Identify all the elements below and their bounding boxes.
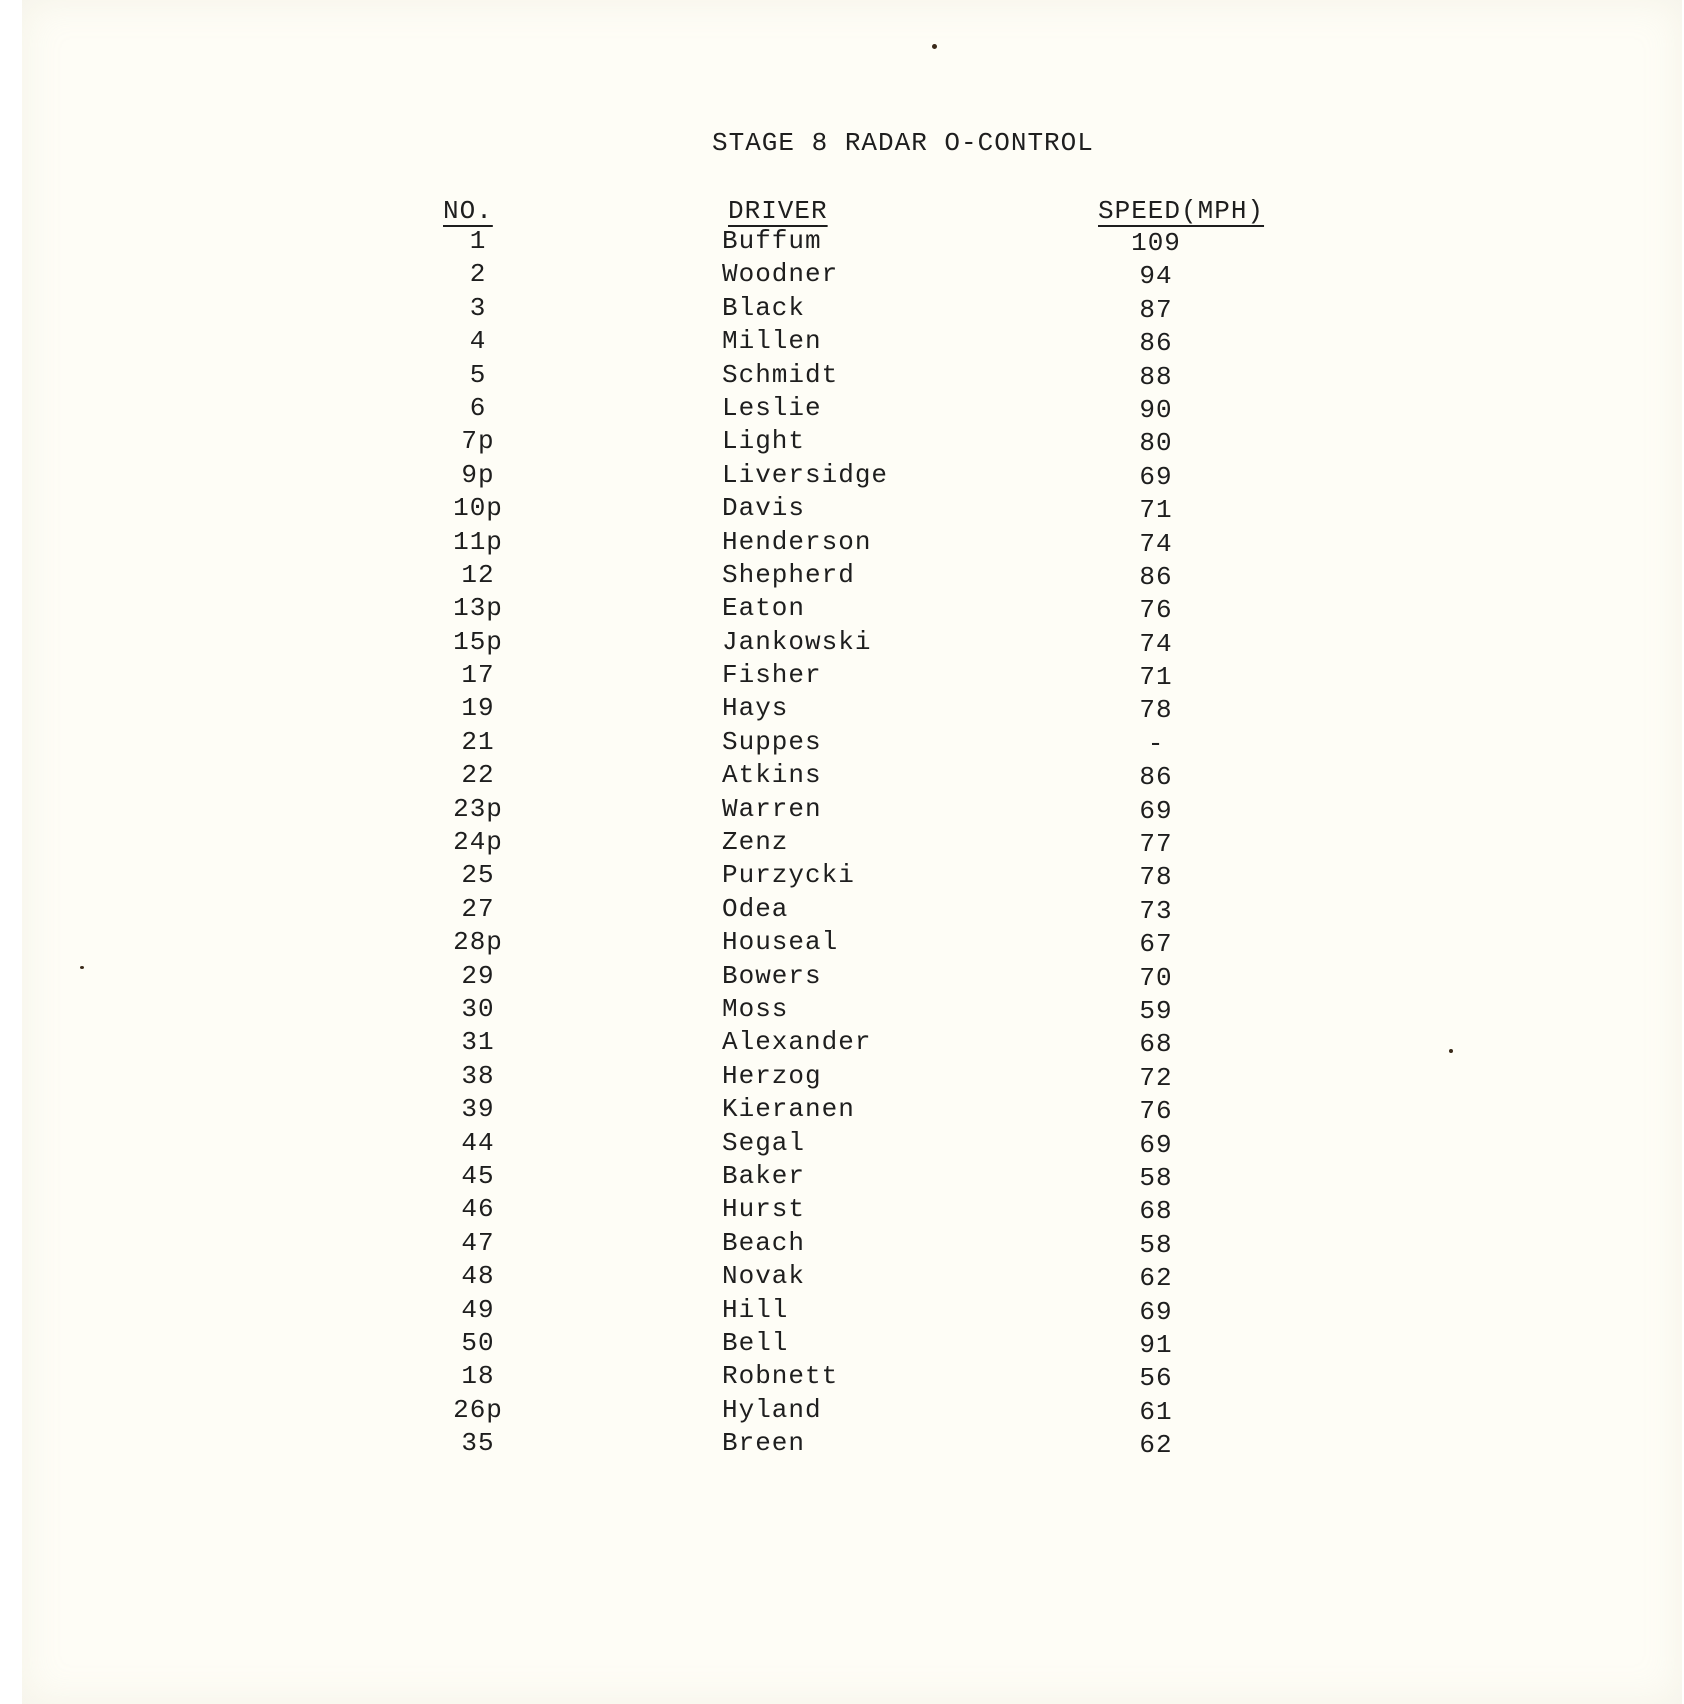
- table-row: [0, 259, 1684, 292]
- driver-number: 3: [469, 292, 487, 323]
- driver-number: 1: [469, 226, 487, 256]
- table-row: [0, 794, 1684, 827]
- driver-number: 18: [461, 1361, 495, 1392]
- driver-name: Davis: [722, 493, 806, 524]
- column-header-driver: DRIVER: [728, 196, 828, 226]
- driver-speed: 72: [1139, 1062, 1173, 1093]
- table-row: [0, 393, 1684, 426]
- driver-number: 15p: [453, 626, 503, 657]
- table-row: [0, 1328, 1684, 1361]
- driver-name: Robnett: [722, 1361, 839, 1392]
- table-row: [0, 326, 1684, 359]
- table-row: [0, 493, 1684, 526]
- driver-number: 19: [461, 693, 495, 724]
- driver-speed: 86: [1139, 328, 1173, 359]
- driver-speed: 61: [1139, 1396, 1173, 1427]
- driver-name: Hays: [722, 693, 789, 724]
- driver-number: 24p: [453, 827, 503, 858]
- driver-number: 47: [461, 1227, 495, 1258]
- table-row: [0, 360, 1684, 393]
- document-title: STAGE 8 RADAR O-CONTROL: [712, 128, 1094, 158]
- driver-name: Zenz: [722, 827, 789, 858]
- driver-speed: 62: [1139, 1263, 1173, 1294]
- table-row: [0, 226, 1684, 259]
- column-header-no: NO.: [443, 196, 493, 226]
- driver-name: Fisher: [722, 660, 822, 691]
- driver-number: 31: [461, 1027, 495, 1058]
- table-row: [0, 660, 1684, 693]
- driver-name: Suppes: [722, 726, 822, 757]
- results-list: [0, 226, 1684, 1461]
- table-row: [0, 460, 1684, 493]
- driver-number: 13p: [453, 593, 503, 624]
- driver-number: 39: [461, 1094, 495, 1125]
- driver-speed: 70: [1139, 962, 1173, 993]
- table-row: [0, 961, 1684, 994]
- table-row: [0, 527, 1684, 560]
- driver-number: 11p: [453, 526, 503, 557]
- table-row: [0, 1194, 1684, 1227]
- driver-speed: 59: [1139, 995, 1173, 1026]
- table-row: [0, 1428, 1684, 1461]
- driver-name: Beach: [722, 1227, 806, 1258]
- driver-name: Schmidt: [722, 359, 839, 390]
- driver-number: 2: [469, 259, 487, 290]
- driver-number: 22: [461, 760, 495, 791]
- driver-number: 6: [469, 392, 487, 423]
- driver-speed: 62: [1139, 1430, 1173, 1461]
- driver-name: Novak: [722, 1261, 806, 1292]
- driver-speed: 77: [1139, 829, 1173, 860]
- driver-name: Baker: [722, 1160, 806, 1191]
- driver-speed: 58: [1139, 1229, 1173, 1260]
- driver-speed: 71: [1139, 495, 1173, 526]
- driver-name: Moss: [722, 993, 789, 1024]
- driver-name: Millen: [722, 326, 822, 357]
- driver-number: 30: [461, 993, 495, 1024]
- driver-name: Light: [722, 426, 806, 457]
- driver-name: Bowers: [722, 960, 822, 991]
- driver-name: Houseal: [722, 927, 839, 958]
- table-row: [0, 1361, 1684, 1394]
- driver-name: Segal: [722, 1127, 806, 1158]
- table-row: [0, 1228, 1684, 1261]
- table-row: [0, 860, 1684, 893]
- driver-name: Odea: [722, 893, 789, 924]
- driver-number: 44: [461, 1127, 495, 1158]
- driver-number: 26p: [453, 1394, 503, 1425]
- table-row: [0, 693, 1684, 726]
- table-row: [0, 627, 1684, 660]
- driver-speed: 71: [1139, 662, 1173, 693]
- driver-number: 27: [461, 893, 495, 924]
- driver-speed: 74: [1139, 528, 1173, 559]
- table-row: [0, 1261, 1684, 1294]
- driver-name: Liversidge: [722, 459, 889, 490]
- driver-speed: 56: [1139, 1363, 1173, 1394]
- driver-name: Alexander: [722, 1027, 872, 1058]
- driver-name: Shepherd: [722, 559, 855, 590]
- driver-name: Black: [722, 292, 806, 323]
- table-row: [0, 1161, 1684, 1194]
- driver-name: Eaton: [722, 593, 806, 624]
- table-row: [0, 426, 1684, 459]
- driver-speed: 90: [1139, 394, 1173, 425]
- driver-name: Warren: [722, 793, 822, 824]
- driver-name: Henderson: [722, 526, 872, 557]
- driver-name: Herzog: [722, 1060, 822, 1091]
- driver-speed: 86: [1139, 561, 1173, 592]
- driver-number: 49: [461, 1294, 495, 1325]
- driver-speed: 91: [1139, 1329, 1173, 1360]
- driver-name: Bell: [722, 1327, 789, 1358]
- driver-name: Leslie: [722, 392, 822, 423]
- driver-speed: 76: [1139, 595, 1173, 626]
- driver-name: Atkins: [722, 760, 822, 791]
- driver-speed: 68: [1139, 1196, 1173, 1227]
- table-row: [0, 894, 1684, 927]
- driver-number: 10p: [453, 493, 503, 524]
- table-row: [0, 760, 1684, 793]
- table-row: [0, 927, 1684, 960]
- driver-number: 5: [469, 359, 487, 390]
- driver-name: Buffum: [722, 226, 822, 256]
- driver-speed: 87: [1139, 294, 1173, 325]
- driver-number: 35: [461, 1428, 495, 1459]
- driver-speed: -: [1147, 728, 1165, 759]
- driver-name: Hyland: [722, 1394, 822, 1425]
- driver-speed: 94: [1139, 261, 1173, 292]
- driver-speed: 78: [1139, 862, 1173, 893]
- driver-speed: 80: [1139, 428, 1173, 459]
- driver-speed: 69: [1139, 461, 1173, 492]
- driver-speed: 58: [1139, 1162, 1173, 1193]
- driver-name: Kieranen: [722, 1094, 855, 1125]
- driver-number: 7p: [461, 426, 495, 457]
- driver-name: Woodner: [722, 259, 839, 290]
- driver-name: Breen: [722, 1428, 806, 1459]
- driver-speed: 109: [1131, 228, 1181, 258]
- driver-speed: 69: [1139, 795, 1173, 826]
- table-row: [0, 1094, 1684, 1127]
- driver-speed: 76: [1139, 1096, 1173, 1127]
- driver-number: 21: [461, 726, 495, 757]
- driver-name: Jankowski: [722, 626, 872, 657]
- driver-number: 38: [461, 1060, 495, 1091]
- table-row: [0, 560, 1684, 593]
- table-row: [0, 994, 1684, 1027]
- driver-number: 50: [461, 1327, 495, 1358]
- driver-speed: 67: [1139, 929, 1173, 960]
- column-header-speed: SPEED(MPH): [1098, 196, 1265, 226]
- driver-speed: 86: [1139, 762, 1173, 793]
- driver-number: 12: [461, 559, 495, 590]
- driver-speed: 74: [1139, 628, 1173, 659]
- driver-number: 28p: [453, 927, 503, 958]
- driver-number: 9p: [461, 459, 495, 490]
- table-row: [0, 1395, 1684, 1428]
- table-row: [0, 293, 1684, 326]
- table-row: [0, 1128, 1684, 1161]
- driver-number: 17: [461, 660, 495, 691]
- driver-name: Hurst: [722, 1194, 806, 1225]
- driver-number: 25: [461, 860, 495, 891]
- driver-number: 46: [461, 1194, 495, 1225]
- driver-number: 29: [461, 960, 495, 991]
- driver-speed: 69: [1139, 1129, 1173, 1160]
- table-row: [0, 593, 1684, 626]
- driver-speed: 69: [1139, 1296, 1173, 1327]
- driver-number: 4: [469, 326, 487, 357]
- driver-speed: 88: [1139, 361, 1173, 392]
- driver-name: Purzycki: [722, 860, 855, 891]
- driver-number: 48: [461, 1261, 495, 1292]
- table-row: [0, 827, 1684, 860]
- table-row: [0, 727, 1684, 760]
- driver-speed: 73: [1139, 895, 1173, 926]
- driver-number: 45: [461, 1160, 495, 1191]
- ink-speck: [932, 44, 937, 49]
- table-row: [0, 1295, 1684, 1328]
- table-row: [0, 1027, 1684, 1060]
- driver-speed: 78: [1139, 695, 1173, 726]
- table-row: [0, 1061, 1684, 1094]
- driver-name: Hill: [722, 1294, 789, 1325]
- driver-number: 23p: [453, 793, 503, 824]
- driver-speed: 68: [1139, 1029, 1173, 1060]
